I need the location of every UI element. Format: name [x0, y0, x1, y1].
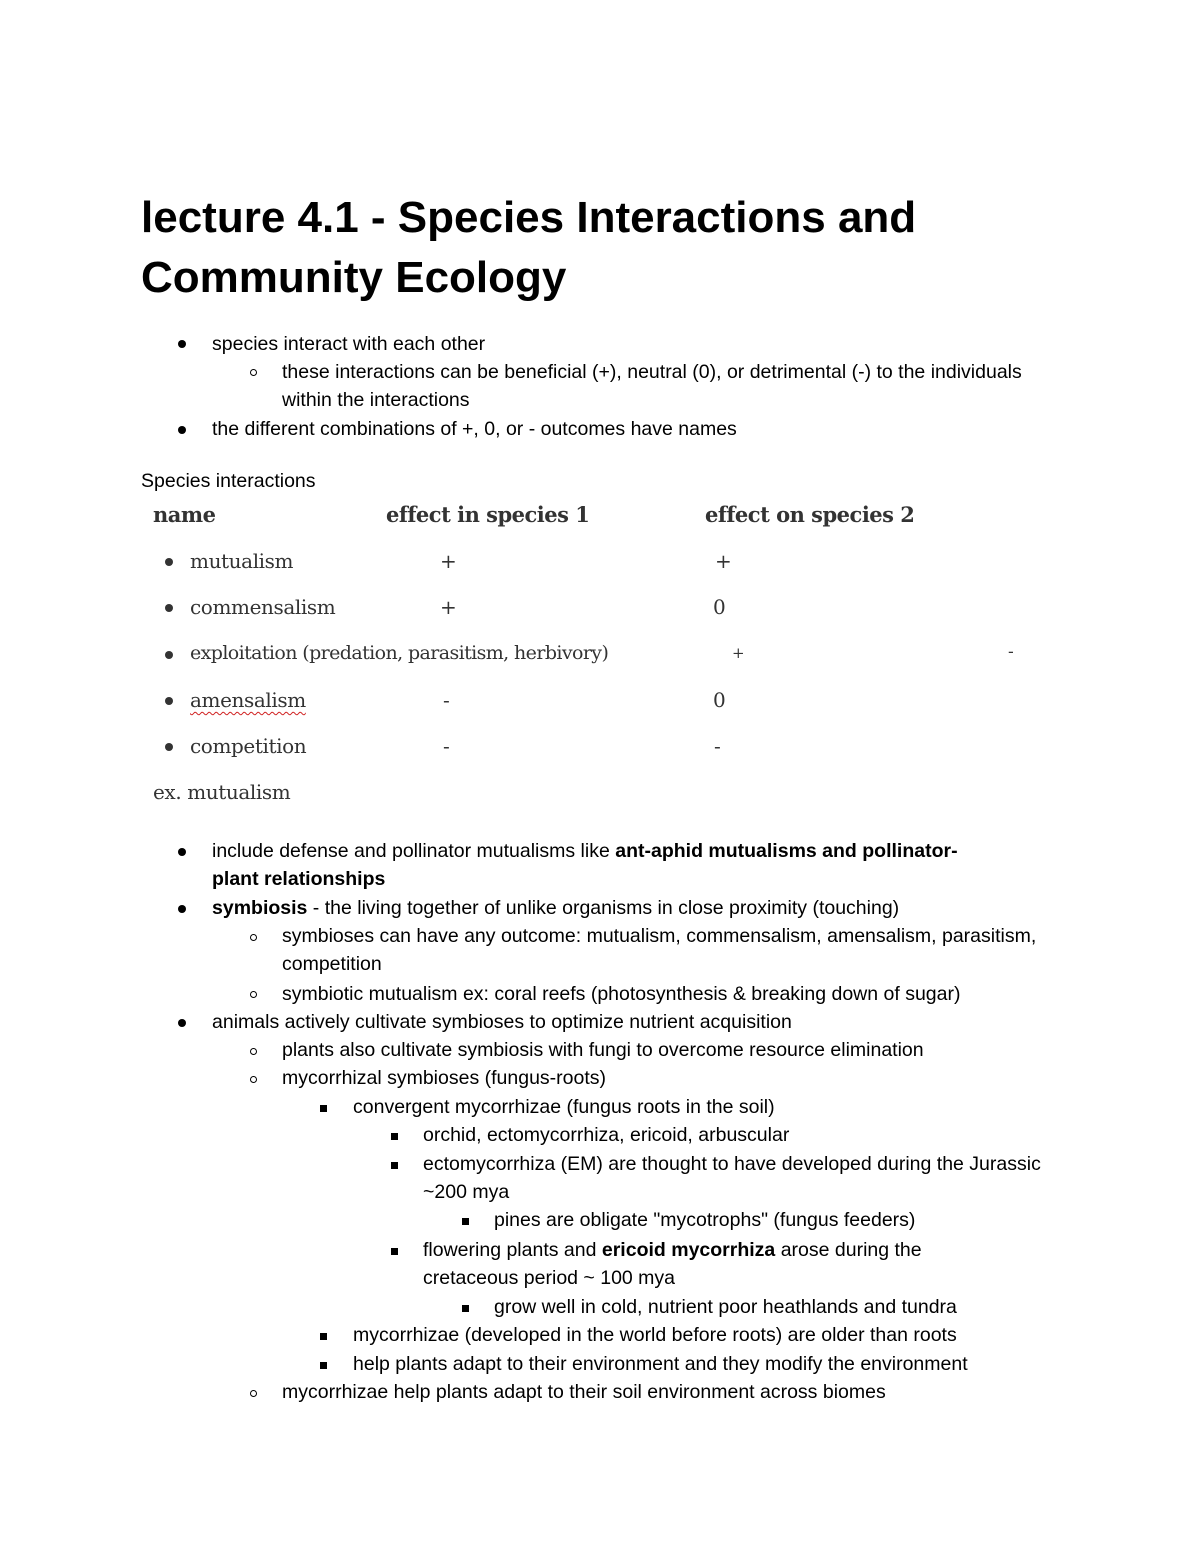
bullet-dot — [178, 848, 186, 856]
note-convergent: convergent mycorrhizae (fungus roots in the soil) — [353, 1096, 775, 1118]
bullet-dot — [178, 340, 186, 348]
row-bullet — [165, 604, 173, 612]
bullet-circle — [250, 991, 257, 998]
symbiosis-definition: - the living together of unlike organisms in close proximity (touching) — [307, 897, 900, 919]
note-mutualisms-bold: ant-aphid mutualisms and pollinator-plant relationships — [212, 840, 958, 891]
term-ericoid: ericoid mycorrhiza — [601, 1239, 776, 1261]
ericoid-text-pre: flowering plants and — [423, 1239, 602, 1261]
row-effect-2: 0 — [713, 595, 726, 619]
note-animals-sub-2: mycorrhizal symbioses (fungus-roots) — [282, 1067, 607, 1089]
bullet-square — [391, 1133, 398, 1140]
bullet-circle — [250, 1048, 257, 1055]
note-symbiosis-sub-2: symbiotic mutualism ex: coral reefs (photosynthesis & breaking down of sugar) — [282, 983, 961, 1005]
bullet-dot — [178, 905, 186, 913]
note-types: orchid, ectomycorrhiza, ericoid, arbuscular — [423, 1124, 790, 1146]
row-effect-1: + — [440, 549, 457, 573]
note-biomes: mycorrhizae help plants adapt to their soil environment across biomes — [282, 1381, 886, 1403]
bullet-square — [391, 1162, 398, 1169]
row-effect-2: - — [714, 734, 721, 758]
row-name: competition — [190, 734, 307, 758]
row-effect-2: 0 — [713, 688, 726, 712]
row-bullet — [165, 743, 173, 751]
row-effect-2: - — [1008, 642, 1014, 662]
note-animals: animals actively cultivate symbioses to optimize nutrient acquisition — [212, 1011, 792, 1033]
row-effect-1: + — [732, 644, 745, 662]
row-effect-1: + — [440, 595, 457, 619]
intro-bullet-2: the different combinations of +, 0, or - outcomes have names — [212, 418, 737, 440]
row-effect-2: + — [715, 549, 732, 573]
row-name: exploitation (predation, parasitism, herbivory) — [190, 642, 609, 664]
row-bullet — [165, 697, 173, 705]
row-bullet — [165, 651, 173, 659]
note-older-than-roots: mycorrhizae (developed in the world before roots) are older than roots — [353, 1324, 957, 1346]
bullet-circle — [250, 934, 257, 941]
page-title: lecture 4.1 - Species Interactions and Community Ecology — [141, 193, 917, 302]
row-name: amensalism — [190, 688, 306, 712]
intro-bullet-1: species interact with each other — [212, 333, 486, 355]
bullet-circle — [250, 1390, 257, 1397]
bullet-square — [320, 1105, 327, 1112]
term-symbiosis: symbiosis — [212, 897, 308, 919]
note-pines: pines are obligate "mycotrophs" (fungus feeders) — [494, 1209, 916, 1231]
header-species-2: effect on species 2 — [705, 502, 915, 527]
bullet-square — [320, 1333, 327, 1340]
bullet-square — [462, 1218, 469, 1225]
row-name: mutualism — [190, 549, 294, 573]
header-name: name — [153, 502, 216, 527]
note-symbiosis-sub-1: symbioses can have any outcome: mutualism, commensalism, amensalism, parasitism, competition — [282, 925, 1037, 976]
header-species-1: effect in species 1 — [386, 502, 590, 527]
note-mutualisms — [212, 837, 972, 894]
note-mutualisms-text: include defense and pollinator mutualisms like — [212, 840, 616, 862]
note-ectomycorrhiza: ectomycorrhiza (EM) are thought to have developed during the Jurassic ~200 mya — [423, 1153, 1041, 1204]
table-caption: Species interactions — [141, 470, 316, 492]
bullet-circle — [250, 1076, 257, 1083]
ericoid-text-post: arose during the cretaceous period ~ 100 mya — [423, 1239, 922, 1290]
bullet-square — [320, 1362, 327, 1369]
bullet-dot — [178, 1019, 186, 1027]
row-effect-1: - — [443, 734, 450, 758]
bullet-square — [462, 1305, 469, 1312]
row-bullet — [165, 558, 173, 566]
note-ericoid — [423, 1236, 1003, 1293]
example-label: ex. mutualism — [153, 780, 291, 804]
note-symbiosis — [212, 894, 899, 922]
bullet-dot — [178, 426, 186, 434]
note-animals-sub-1: plants also cultivate symbiosis with fungi to overcome resource elimination — [282, 1039, 924, 1061]
note-heathlands: grow well in cold, nutrient poor heathlands and tundra — [494, 1296, 957, 1318]
row-name: commensalism — [190, 595, 336, 619]
row-effect-1: - — [443, 688, 450, 712]
bullet-circle — [250, 369, 257, 376]
note-modify-environment: help plants adapt to their environment and they modify the environment — [353, 1353, 968, 1375]
intro-bullet-1-sub: these interactions can be beneficial (+), neutral (0), or detrimental (-) to the individuals within the interactions — [282, 361, 1022, 412]
bullet-square — [391, 1248, 398, 1255]
